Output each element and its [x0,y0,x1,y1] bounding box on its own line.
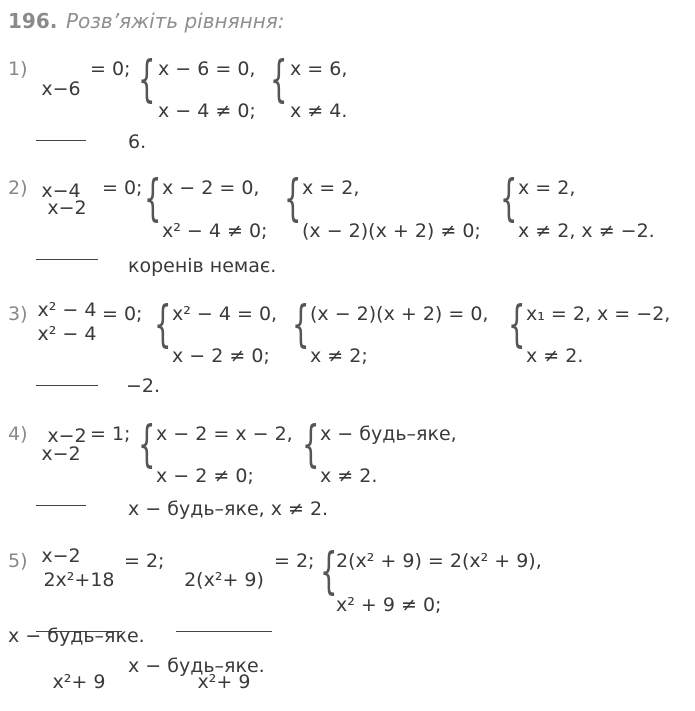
item-5-numerator-2: 2(x²+ 9) [184,569,264,591]
item-5-rhs: = 2; [124,550,165,572]
item-5-numerator: 2x²+18 [43,569,115,591]
item-2-rhs: = 0; [102,177,143,199]
item-5-system1-line1: 2(x² + 9) = 2(x² + 9), [336,550,542,572]
left-brace-icon: { [138,50,156,108]
left-brace-icon: { [500,169,518,227]
item-3-rhs: = 0; [102,303,143,325]
fraction-bar [176,631,272,632]
item-5-denominator: x²+ 9 [52,671,106,693]
left-brace-icon: { [284,169,302,227]
item-1-system2-line2: x ≠ 4. [290,100,348,122]
item-5-label: 5) [8,550,28,572]
left-brace-icon: { [508,295,526,353]
item-4-system1-line1: x − 2 = x − 2, [156,423,293,445]
item-4-label: 4) [8,423,28,445]
item-2-numerator: x−2 [47,197,87,219]
fraction-bar [36,140,86,141]
fraction-bar [36,385,98,386]
item-3-numerator: x² − 4 [37,323,97,345]
item-4-numerator: x−2 [41,443,81,465]
item-2-denominator: x² − 4 [37,299,97,321]
item-2-system2-line1: x = 2, [302,177,360,199]
item-5-answer: x − будь–яке. [128,655,265,677]
item-4-system2-line2: x ≠ 2. [320,465,378,487]
item-1-rhs: = 0; [90,58,131,80]
left-brace-icon: { [154,295,172,353]
left-brace-icon: { [270,50,288,108]
item-5-denominator-2: x²+ 9 [197,671,251,693]
item-2-system3-line2: x ≠ 2, x ≠ −2. [518,220,655,242]
item-1-system1-line2: x − 4 ≠ 0; [158,100,256,122]
item-2-system1-line1: x − 2 = 0, [162,177,260,199]
item-3-label: 3) [8,303,28,325]
left-brace-icon: { [144,169,162,227]
item-3-system2-line2: x ≠ 2; [310,345,368,367]
item-1-answer: 6. [128,131,147,153]
item-5-fraction [36,533,122,711]
item-3-system3-line1: x₁ = 2, x = −2, [526,303,671,325]
fraction-bar [36,505,86,506]
item-5-system1-line2: x² + 9 ≠ 0; [336,594,442,616]
item-2-system2-line2: (x − 2)(x + 2) ≠ 0; [302,220,481,242]
item-1-system2-line1: x = 6, [290,58,348,80]
item-4-answer: x − будь–яке, x ≠ 2. [128,498,329,520]
item-5-rhs-2: = 2; [274,550,315,572]
item-2-answer: коренів немає. [128,255,277,277]
left-brace-icon: { [320,542,338,600]
item-2-label: 2) [8,177,28,199]
item-4-rhs: = 1; [90,423,131,445]
item-1-system1-line1: x − 6 = 0, [158,58,256,80]
item-4-system2-line1: x − будь–яке, [320,423,457,445]
item-3-system3-line2: x ≠ 2. [526,345,584,367]
item-4-denominator: x−2 [41,545,81,567]
fraction-bar [36,259,98,260]
item-2-system1-line2: x² − 4 ≠ 0; [162,220,268,242]
item-5-note: x − будь–яке. [8,625,145,647]
item-3-system1-line1: x² − 4 = 0, [172,303,278,325]
item-1-label: 1) [8,58,28,80]
item-4-system1-line2: x − 2 ≠ 0; [156,465,254,487]
exercise-title: Розв’яжіть рівняння: [66,9,285,33]
exercise-number: 196. [8,9,58,33]
item-5-fraction-2 [176,533,272,711]
item-3-answer: −2. [126,375,161,397]
item-3-system2-line1: (x − 2)(x + 2) = 0, [310,303,489,325]
item-1-denominator: x−4 [41,180,81,202]
left-brace-icon: { [292,295,310,353]
left-brace-icon: { [302,415,320,473]
item-3-denominator: x−2 [47,425,87,447]
item-3-system1-line2: x − 2 ≠ 0; [172,345,270,367]
left-brace-icon: { [138,415,156,473]
item-2-system3-line1: x = 2, [518,177,576,199]
item-1-numerator: x−6 [41,78,81,100]
